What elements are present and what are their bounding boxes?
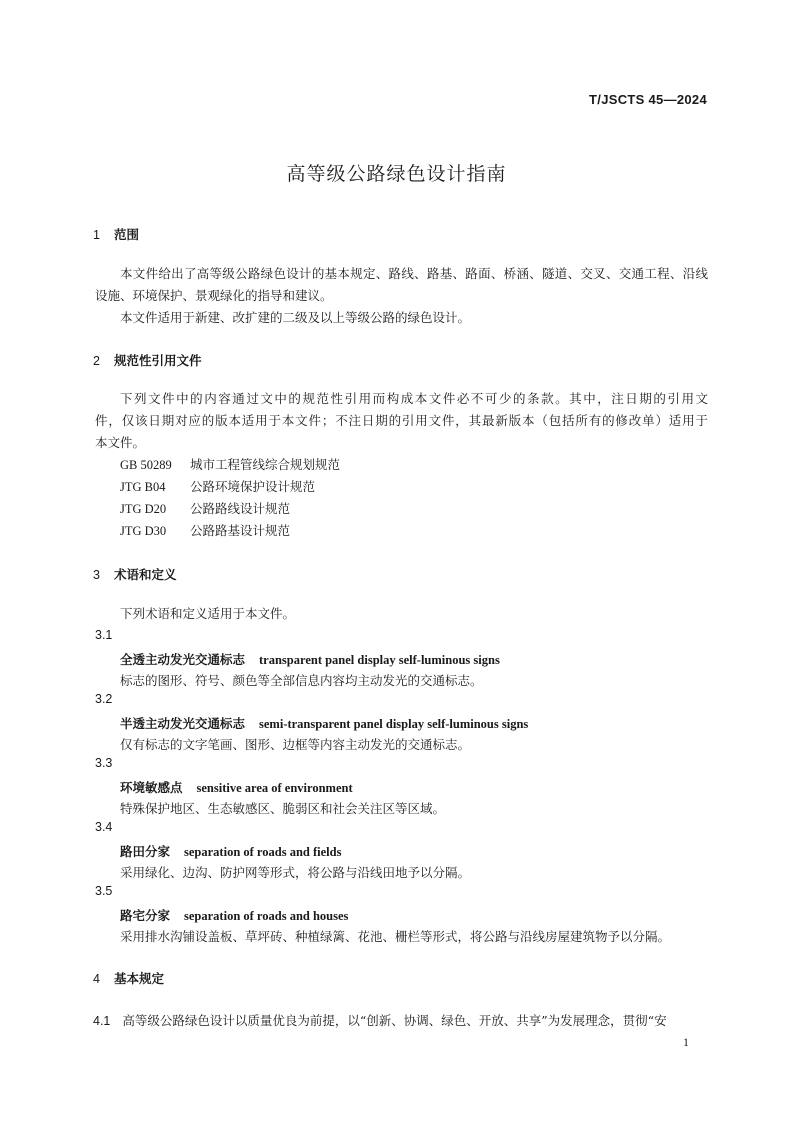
- term-number: 3.1: [95, 628, 113, 642]
- term-zh: 路宅分家: [120, 908, 171, 923]
- term-heading: [120, 714, 528, 732]
- term-heading: [120, 650, 500, 668]
- reference-item: [120, 455, 340, 473]
- clause-number: 4.1: [93, 1014, 111, 1028]
- term-zh: 环境敏感点: [120, 780, 183, 795]
- page-number: 1: [683, 1035, 689, 1049]
- section-3-number: 3: [93, 568, 100, 582]
- term-definition: 采用排水沟铺设盖板、草坪砖、种植绿篱、花池、栅栏等形式，将公路与沿线房屋建筑物予以分隔。: [120, 929, 671, 944]
- section-4-number: 4: [93, 972, 100, 986]
- section-2-para-line-2: 件，仅该日期对应的版本适用于本文件；不注日期的引用文件，其最新版本（包括所有的修改单）适用于: [95, 413, 708, 428]
- reference-name: 城市工程管线综合规划规范: [190, 457, 341, 472]
- reference-name: 公路环境保护设计规范: [190, 479, 316, 494]
- reference-item: [120, 499, 290, 517]
- reference-item: [120, 477, 315, 495]
- term-definition: 特殊保护地区、生态敏感区、脆弱区和社会关注区等区域。: [120, 801, 446, 816]
- reference-code: GB 50289: [120, 458, 172, 472]
- section-1-para-1-line-2: 设施、环境保护、景观绿化的指导和建议。: [95, 288, 333, 303]
- term-heading: [120, 906, 348, 924]
- term-en: transparent panel display self-luminous signs: [259, 653, 500, 667]
- reference-code: JTG D30: [120, 524, 167, 538]
- term-en: separation of roads and houses: [184, 909, 349, 923]
- term-definition: 采用绿化、边沟、防护网等形式，将公路与沿线田地予以分隔。: [120, 865, 471, 880]
- term-en: semi-transparent panel display self-luminous signs: [259, 717, 529, 731]
- section-4-title: 基本规定: [114, 971, 165, 986]
- term-zh: 全透主动发光交通标志: [120, 652, 246, 667]
- term-number: 3.3: [95, 756, 113, 770]
- term-definition: 仅有标志的文字笔画、图形、边框等内容主动发光的交通标志。: [120, 737, 471, 752]
- term-number: 3.2: [95, 692, 113, 706]
- section-4-heading: [93, 969, 164, 987]
- term-number: 3.4: [95, 820, 113, 834]
- section-3-heading: [93, 565, 177, 583]
- standard-number: T/JSCTS 45—2024: [589, 92, 707, 107]
- clause-4-1: [93, 1011, 667, 1029]
- section-2-heading: [93, 351, 202, 369]
- section-1-para-2: 本文件适用于新建、改扩建的二级及以上等级公路的绿色设计。: [120, 310, 471, 325]
- reference-item: [120, 521, 290, 539]
- term-zh: 半透主动发光交通标志: [120, 716, 246, 731]
- section-1-heading: [93, 225, 139, 243]
- term-number: 3.5: [95, 884, 113, 898]
- term-en: separation of roads and fields: [184, 845, 342, 859]
- reference-code: JTG B04: [120, 480, 166, 494]
- term-en: sensitive area of environment: [196, 781, 353, 795]
- term-heading: [120, 842, 341, 860]
- reference-name: 公路路线设计规范: [190, 501, 291, 516]
- section-1-para-1-line-1: 本文件给出了高等级公路绿色设计的基本规定、路线、路基、路面、桥涵、隧道、交叉、交通工程、沿线: [120, 266, 708, 281]
- section-1-number: 1: [93, 228, 100, 242]
- section-2-title: 规范性引用文件: [114, 353, 202, 368]
- section-2-para-line-1: 下列文件中的内容通过文中的规范性引用而构成本文件必不可少的条款。其中，注日期的引用文: [120, 391, 708, 406]
- section-2-number: 2: [93, 354, 100, 368]
- term-heading: [120, 778, 353, 796]
- section-3-intro: 下列术语和定义适用于本文件。: [120, 606, 296, 621]
- clause-text: 高等级公路绿色设计以质量优良为前提，以“创新、协调、绿色、开放、共享”为发展理念，贯彻“安: [122, 1013, 667, 1028]
- section-2-para-line-3: 本文件。: [95, 435, 146, 450]
- term-zh: 路田分家: [120, 844, 171, 859]
- document-title: 高等级公路绿色设计指南: [286, 163, 507, 185]
- term-definition: 标志的图形、符号、颜色等全部信息内容均主动发光的交通标志。: [120, 673, 483, 688]
- section-1-title: 范围: [114, 227, 140, 242]
- reference-name: 公路路基设计规范: [190, 523, 291, 538]
- section-3-title: 术语和定义: [114, 567, 177, 582]
- reference-code: JTG D20: [120, 502, 167, 516]
